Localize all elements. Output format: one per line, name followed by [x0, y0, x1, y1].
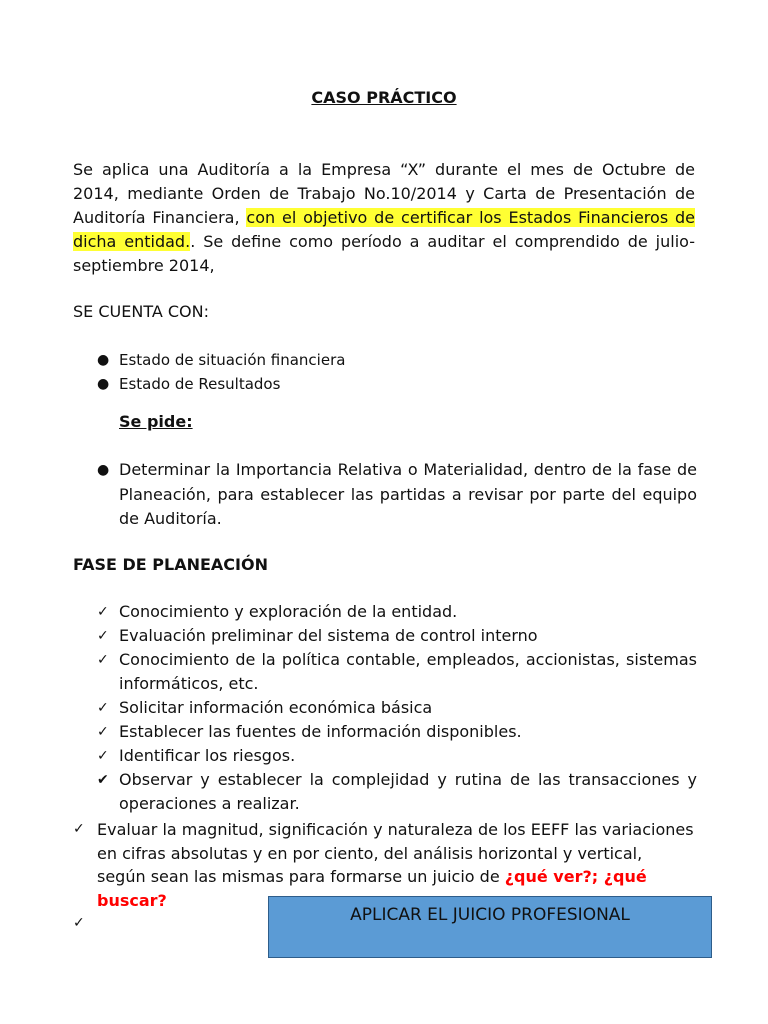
- juicio-profesional-box: [268, 896, 712, 958]
- intro-text-2: . Se define como período a auditar el comprendido de julio-septiembre 2014,: [73, 232, 695, 275]
- check-item: [97, 768, 697, 816]
- list-item-text: Estado de Resultados: [119, 375, 281, 393]
- list-item: [97, 372, 697, 396]
- list-item-text: Estado de situación financiera: [119, 351, 346, 369]
- bullet-dot-icon: ●: [97, 462, 110, 478]
- check-item: [97, 600, 697, 624]
- check-item: [97, 696, 697, 720]
- check-item-text: Identificar los riesgos.: [119, 746, 296, 765]
- red-question-text: ¿qué ver?; ¿qué buscar?: [97, 867, 647, 910]
- se-pide-list: [97, 458, 697, 532]
- intro-text-1: Se aplica una Auditoría a la Empresa “X” durante el mes de Octubre de 2014, mediante Orden de Trabajo No.10/2014 y Carta de Presentación de Auditoría Financiera,: [73, 160, 695, 227]
- intro-highlight: con el objetivo de certificar los Estados Financieros de dicha entidad.: [73, 208, 695, 251]
- checkmark-icon: ✓: [97, 628, 109, 644]
- se-pide-heading: Se pide:: [119, 412, 193, 431]
- check-item: [97, 648, 697, 696]
- check-item-text: Evaluación preliminar del sistema de control interno: [119, 626, 538, 645]
- list-item: [97, 458, 697, 532]
- intro-paragraph: [73, 158, 695, 278]
- check-item-text: Conocimiento y exploración de la entidad.: [119, 602, 458, 621]
- se-cuenta-heading: SE CUENTA CON:: [73, 302, 209, 321]
- check-item-text: Solicitar información económica básica: [119, 698, 433, 717]
- list-item: [97, 348, 697, 372]
- fase-heading: FASE DE PLANEACIÓN: [73, 555, 268, 574]
- checkmark-icon: ✓: [97, 748, 109, 764]
- fase-checklist: [97, 600, 697, 816]
- check-item: [97, 744, 697, 768]
- check-item-text: Conocimiento de la política contable, empleados, accionistas, sistemas informáticos, etc.: [119, 650, 697, 693]
- list-item-text: Determinar la Importancia Relativa o Materialidad, dentro de la fase de Planeación, para establecer las partidas a revisar por parte del equipo de Auditoría.: [119, 460, 697, 528]
- check-item-text: Establecer las fuentes de información disponibles.: [119, 722, 522, 741]
- checkmark-icon: ✓: [97, 652, 109, 668]
- checkmark-icon: ✓: [97, 604, 109, 620]
- check-item: [97, 720, 697, 744]
- check-item-text: Evaluar la magnitud, significación y naturaleza de los EEFF las variaciones en cifras absolutas y en por ciento, del análisis horizontal y vertical, según sean las mismas para formarse un juicio de: [97, 820, 694, 886]
- bullet-dot-icon: ●: [97, 352, 110, 368]
- box-label: APLICAR EL JUICIO PROFESIONAL: [350, 905, 630, 925]
- document-title: CASO PRÁCTICO: [311, 88, 457, 107]
- bullet-dot-icon: ●: [97, 376, 110, 392]
- se-cuenta-list: [97, 348, 697, 396]
- check-item-text: Observar y establecer la complejidad y rutina de las transacciones y operaciones a realizar.: [119, 770, 697, 813]
- checkmark-icon: ✓: [73, 821, 85, 837]
- checkmark-icon: ✓: [97, 700, 109, 716]
- check-item: [97, 624, 697, 648]
- checkmark-icon: ✓: [97, 724, 109, 740]
- checkmark-icon: ✓: [73, 915, 85, 931]
- checkmark-icon: ✔: [97, 772, 109, 788]
